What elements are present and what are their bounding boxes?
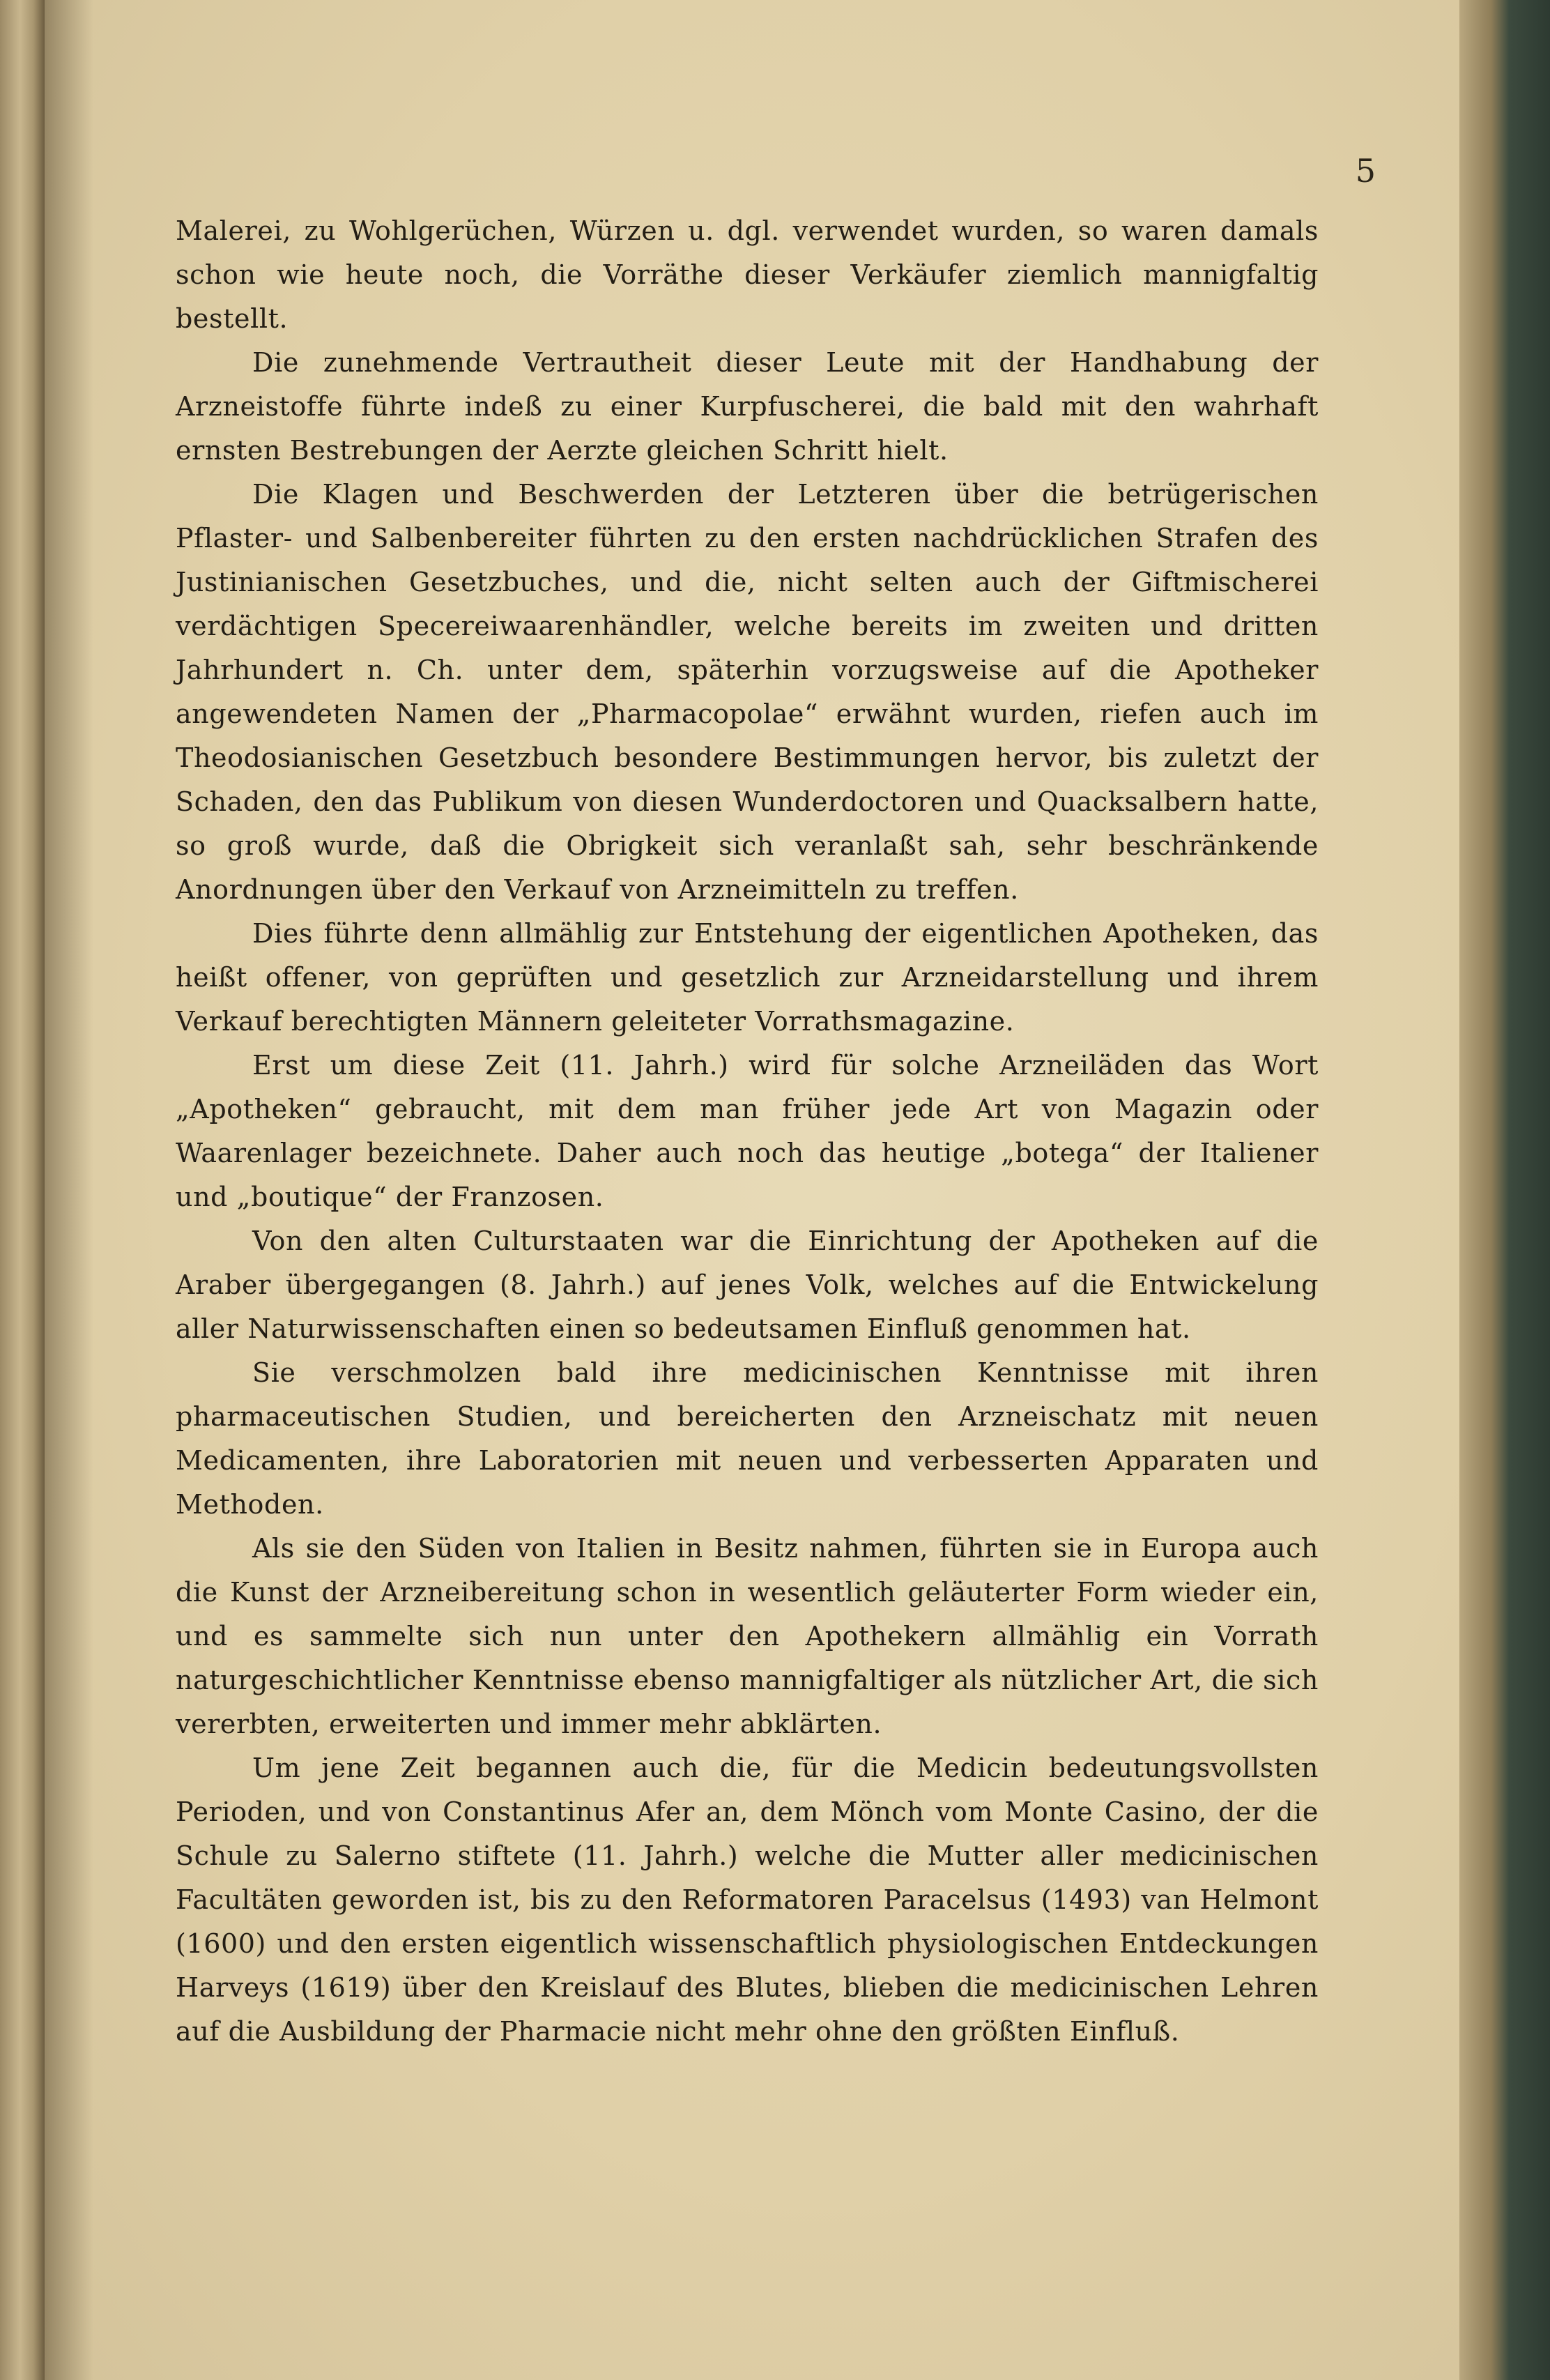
- paragraph: Um jene Zeit begannen auch die, für die Medicin bedeutungsvollsten Perioden, und von Constantinus Afer an, dem Mönch vom Monte Casino, der die Schule zu Salerno stiftete (11. Jahrh.) welche die Mutter aller medicinischen Facultäten geworden ist, bis zu den Reformatoren Paracelsus (1493) van Helmont (1600) und den ersten eigentlich wissenschaftlich physiologischen Entdeckungen Harveys (1619) über den Kreislauf des Blutes, blieben die medicinischen Lehren auf die Ausbildung der Pharmacie nicht mehr ohne den größten Einfluß.: [176, 1753, 1319, 2047]
- left-page-edge: [0, 0, 45, 2380]
- paragraph: Die zunehmende Vertrautheit dieser Leute mit der Handhabung der Arzneistoffe führte indeß zu einer Kurpfuscherei, die bald mit den wahrhaft ernsten Bestrebungen der Aerzte gleichen Schritt hielt.: [176, 347, 1319, 466]
- paragraph: Die Klagen und Beschwerden der Letzteren über die betrügerischen Pflaster- und Salbenbereiter führten zu den ersten nachdrücklichen Strafen des Justinianischen Gesetzbuches, und die, nicht selten auch der Giftmischerei verdächtigen Specereiwaarenhändler, welche bereits im zweiten und dritten Jahrhundert n. Ch. unter dem, späterhin vorzugsweise auf die Apotheker angewendeten Namen der „Pharmacopolae“ erwähnt wurden, riefen auch im Theodosianischen Gesetzbuch besondere Bestimmungen hervor, bis zuletzt der Schaden, den das Publikum von diesen Wunderdoctoren und Quacksalbern hatte, so groß wurde, daß die Obrigkeit sich veranlaßt sah, sehr beschränkende Anordnungen über den Verkauf von Arzneimitteln zu treffen.: [176, 479, 1319, 905]
- gutter-shadow: [45, 0, 93, 2380]
- paragraph: Dies führte denn allmählig zur Entstehung der eigentlichen Apotheken, das heißt offener, von geprüften und gesetzlich zur Arzneidarstellung und ihrem Verkauf berechtigten Männern geleiteter Vorrathsmagazine.: [176, 918, 1319, 1037]
- paragraph: Von den alten Culturstaaten war die Einrichtung der Apotheken auf die Araber übergegangen (8. Jahrh.) auf jenes Volk, welches auf die Entwickelung aller Naturwissenschaften einen so bedeutsamen Einfluß genommen hat.: [176, 1226, 1319, 1344]
- page-number: 5: [1355, 152, 1376, 190]
- body-text: [176, 209, 1319, 2054]
- book-page: [45, 0, 1459, 2380]
- paragraph: Als sie den Süden von Italien in Besitz nahmen, führten sie in Europa auch die Kunst der Arzneibereitung schon in wesentlich geläuterter Form wieder ein, und es sammelte sich nun unter den Apothekern allmählig ein Vorrath naturgeschichtlicher Kenntnisse ebenso mannigfaltiger als nützlicher Art, die sich vererbten, erweiterten und immer mehr abklärten.: [176, 1533, 1319, 1739]
- paragraph: Malerei, zu Wohlgerüchen, Würzen u. dgl. verwendet wurden, so waren damals schon wie heute noch, die Vorräthe dieser Verkäufer ziemlich mannigfaltig bestellt.: [176, 215, 1319, 334]
- paragraph: Erst um diese Zeit (11. Jahrh.) wird für solche Arzneiläden das Wort „Apotheken“ gebraucht, mit dem man früher jede Art von Magazin oder Waarenlager bezeichnete. Daher auch noch das heutige „botega“ der Italiener und „boutique“ der Franzosen.: [176, 1050, 1319, 1212]
- paragraph: Sie verschmolzen bald ihre medicinischen Kenntnisse mit ihren pharmaceutischen Studien, und bereicherten den Arzneischatz mit neuen Medicamenten, ihre Laboratorien mit neuen und verbesserten Apparaten und Methoden.: [176, 1357, 1319, 1520]
- book-cover-edge: [1459, 0, 1550, 2380]
